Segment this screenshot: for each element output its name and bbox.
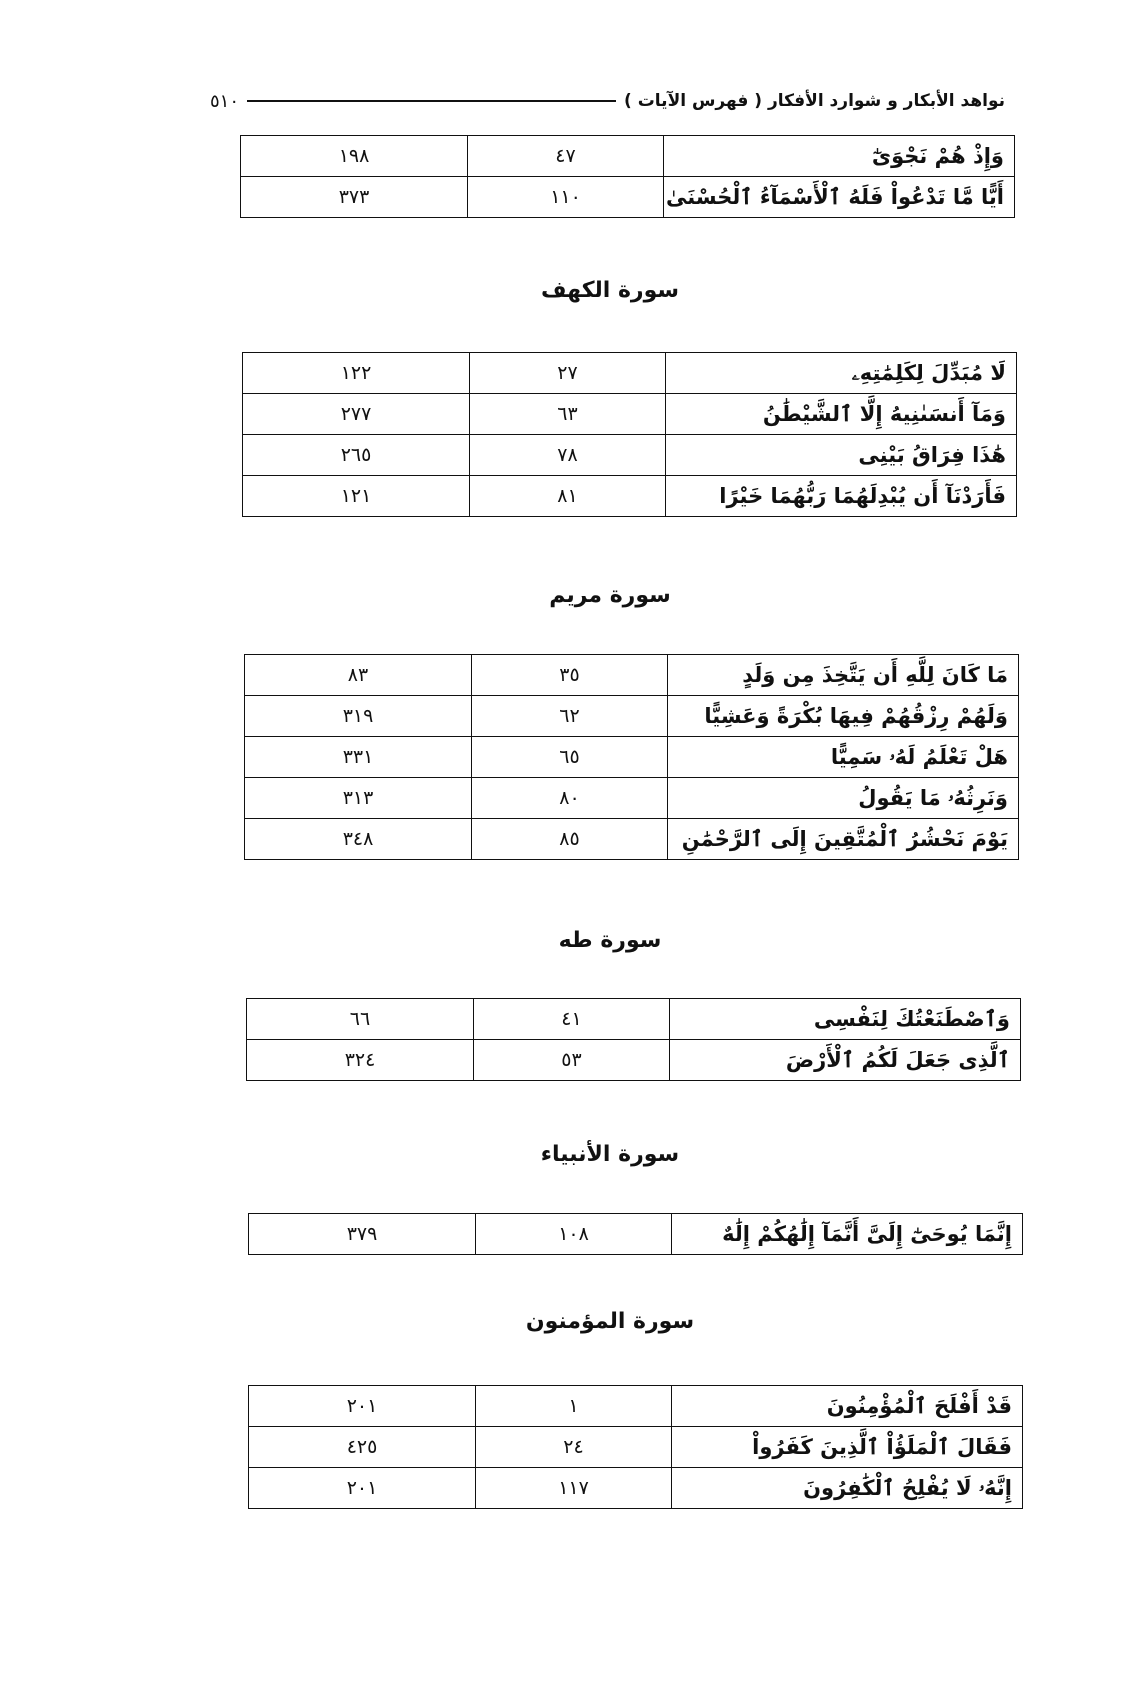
table-row [241, 136, 1015, 177]
verse-table-anbiya [248, 1213, 1023, 1255]
verse-text: يَوْمَ نَحْشُرُ ٱلْمُتَّقِينَ إِلَى ٱلرَّحْمَٰنِ [668, 819, 1019, 860]
page-ref: ٣٧٣ [241, 177, 468, 218]
verse-text: قَدْ أَفْلَحَ ٱلْمُؤْمِنُونَ [672, 1386, 1023, 1427]
table-row [247, 1040, 1021, 1081]
verse-text: أَيًّا مَّا تَدْعُواْ فَلَهُ ٱلْأَسْمَآءُ ٱلْحُسْنَىٰ [664, 177, 1015, 218]
page-ref: ٢٠١ [249, 1386, 476, 1427]
page-ref: ٣٢٤ [247, 1040, 474, 1081]
running-header [210, 86, 1005, 116]
verse-text: وَلَهُمْ رِزْقُهُمْ فِيهَا بُكْرَةً وَعَشِيًّا [668, 696, 1019, 737]
verse-table-continuation [240, 135, 1015, 218]
verse-text: ٱلَّذِى جَعَلَ لَكُمُ ٱلْأَرْضَ [670, 1040, 1021, 1081]
verse-text: إِنَّهُۥ لَا يُفْلِحُ ٱلْكَٰفِرُونَ [672, 1468, 1023, 1509]
page-ref: ٣٤٨ [245, 819, 472, 860]
table-row [245, 655, 1019, 696]
table-row [245, 778, 1019, 819]
ayah-number: ١١٠ [468, 177, 664, 218]
ayah-number: ٢٤ [476, 1427, 672, 1468]
verse-text: إِنَّمَا يُوحَىٰٓ إِلَىَّ أَنَّمَآ إِلَٰهُكُمْ إِلَٰهٌ [672, 1214, 1023, 1255]
table-row [243, 353, 1017, 394]
verse-text: وَٱصْطَنَعْتُكَ لِنَفْسِى [670, 999, 1021, 1040]
table-row [245, 819, 1019, 860]
surah-heading: سورة مريم [549, 583, 671, 608]
ayah-number: ٥٣ [474, 1040, 670, 1081]
surah-heading: سورة الكهف [540, 278, 680, 303]
verse-text: وَمَآ أَنسَىٰنِيهُ إِلَّا ٱلشَّيْطَٰنُ [666, 394, 1017, 435]
page-ref: ١٢٢ [243, 353, 470, 394]
verse-text: وَنَرِثُهُۥ مَا يَقُولُ [668, 778, 1019, 819]
surah-heading: سورة طه [558, 928, 662, 953]
page-ref: ١٩٨ [241, 136, 468, 177]
verse-table-taha [246, 998, 1021, 1081]
ayah-number: ٤٧ [468, 136, 664, 177]
verse-text: هَٰذَا فِرَاقُ بَيْنِى [666, 435, 1017, 476]
ayah-number: ٨٠ [472, 778, 668, 819]
page-ref: ٢٦٥ [243, 435, 470, 476]
ayah-number: ٧٨ [470, 435, 666, 476]
ayah-number: ١١٧ [476, 1468, 672, 1509]
ayah-number: ٣٥ [472, 655, 668, 696]
verse-text: مَا كَانَ لِلَّهِ أَن يَتَّخِذَ مِن وَلَدٍ [668, 655, 1019, 696]
verse-text: وَإِذْ هُمْ نَجْوَىٰٓ [664, 136, 1015, 177]
table-row [249, 1386, 1023, 1427]
table-row [249, 1214, 1023, 1255]
table-row [247, 999, 1021, 1040]
verse-text: فَأَرَدْنَآ أَن يُبْدِلَهُمَا رَبُّهُمَا خَيْرًا [666, 476, 1017, 517]
ayah-number: ١٠٨ [476, 1214, 672, 1255]
verse-text: لَا مُبَدِّلَ لِكَلِمَٰتِهِۦ [666, 353, 1017, 394]
table-row [241, 177, 1015, 218]
table-row [243, 476, 1017, 517]
page-ref: ٢٠١ [249, 1468, 476, 1509]
ayah-number: ٢٧ [470, 353, 666, 394]
page-ref: ٤٢٥ [249, 1427, 476, 1468]
page-ref: ٣١٣ [245, 778, 472, 819]
page-ref: ٦٦ [247, 999, 474, 1040]
table-row [245, 696, 1019, 737]
ayah-number: ٦٣ [470, 394, 666, 435]
verse-table-muminun [248, 1385, 1023, 1509]
surah-heading: سورة الأنبياء [540, 1142, 680, 1167]
book-title: نواهد الأبكار و شوارد الأفكار ( فهرس الآيات ) [624, 91, 1005, 111]
table-row [245, 737, 1019, 778]
page-ref: ٣٣١ [245, 737, 472, 778]
page-ref: ٣٧٩ [249, 1214, 476, 1255]
verse-text: فَقَالَ ٱلْمَلَؤُاْ ٱلَّذِينَ كَفَرُواْ [672, 1427, 1023, 1468]
page-ref: ٢٧٧ [243, 394, 470, 435]
verse-table-kahf [242, 352, 1017, 517]
page-ref: ٣١٩ [245, 696, 472, 737]
ayah-number: ٦٥ [472, 737, 668, 778]
page-number: ٥١٠ [210, 90, 240, 112]
table-row [243, 394, 1017, 435]
table-row [243, 435, 1017, 476]
table-row [249, 1468, 1023, 1509]
ayah-number: ٨١ [470, 476, 666, 517]
page-ref: ٨٣ [245, 655, 472, 696]
ayah-number: ٤١ [474, 999, 670, 1040]
header-rule [247, 100, 616, 102]
surah-heading: سورة المؤمنون [525, 1309, 695, 1334]
ayah-number: ٦٢ [472, 696, 668, 737]
ayah-number: ٨٥ [472, 819, 668, 860]
ayah-number: ١ [476, 1386, 672, 1427]
verse-table-maryam [244, 654, 1019, 860]
table-row [249, 1427, 1023, 1468]
verse-text: هَلْ تَعْلَمُ لَهُۥ سَمِيًّا [668, 737, 1019, 778]
page-ref: ١٢١ [243, 476, 470, 517]
